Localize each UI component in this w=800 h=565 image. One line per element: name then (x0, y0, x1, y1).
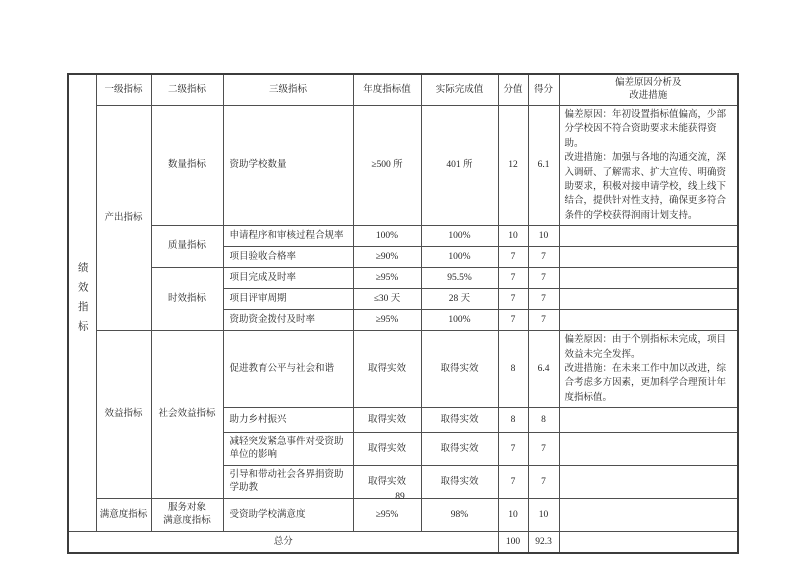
cell-l3: 减轻突发紧急事件对受资助单位的影响 (223, 433, 353, 466)
total-deviation-empty (559, 532, 738, 554)
cell-deviation-empty (559, 247, 738, 268)
cell-annual: 取得实效 (353, 466, 421, 499)
cell-actual: 取得实效 (421, 331, 498, 408)
deviation-reason: 偏差原因：由于个别指标未完成，项目效益未完全发挥。 (564, 335, 727, 360)
level2-service-line1: 服务对象 (167, 503, 206, 514)
cell-actual: 取得实效 (421, 433, 498, 466)
table-row (68, 499, 738, 532)
header-level1: 一级指标 (96, 74, 151, 106)
cell-annual: ≥95% (353, 310, 421, 331)
cell-actual: 95.5% (421, 268, 498, 289)
table-row (68, 226, 738, 247)
group-satisfaction-cell: 满意度指标 (96, 499, 151, 532)
total-row (68, 532, 738, 554)
table-row (68, 106, 738, 226)
cell-score: 8 (498, 331, 528, 408)
cell-deviation (559, 106, 738, 226)
cell-actual: 28 天 (421, 289, 498, 310)
cell-annual: ≥95% (353, 268, 421, 289)
cell-annual: 100% (353, 226, 421, 247)
table-row (68, 331, 738, 408)
cell-got: 7 (528, 310, 559, 331)
cell-score: 12 (498, 106, 528, 226)
side-label: 绩效指标 (76, 261, 88, 340)
cell-annual: 取得实效 (353, 433, 421, 466)
cell-annual: 取得实效 (353, 331, 421, 408)
cell-l3: 申请程序和审核过程合规率 (223, 226, 353, 247)
deviation-measure: 改进措施：加强与各地的沟通交流，深入调研、了解需求、扩大宣传、明确资助要求，积极对接申请学校，线上线下结合，提供针对性支持，确保更多符合条件的学校获得润雨计划支持。 (564, 153, 727, 221)
header-got-score: 得分 (528, 74, 559, 106)
level2-service-line2: 满意度指标 (163, 516, 211, 527)
cell-annual: 取得实效 (353, 408, 421, 433)
cell-got: 10 (528, 226, 559, 247)
cell-deviation-empty (559, 289, 738, 310)
cell-score: 7 (498, 268, 528, 289)
total-score-cell: 100 (498, 532, 528, 554)
cell-got: 6.1 (528, 106, 559, 226)
header-actual-value: 实际完成值 (421, 74, 498, 106)
cell-score: 10 (498, 226, 528, 247)
cell-got: 10 (528, 499, 559, 532)
cell-actual: 取得实效 (421, 408, 498, 433)
cell-score: 7 (498, 310, 528, 331)
total-got-cell: 92.3 (528, 532, 559, 554)
cell-annual: ≥90% (353, 247, 421, 268)
cell-l3: 资助资金拨付及时率 (223, 310, 353, 331)
header-level3: 三级指标 (223, 74, 353, 106)
cell-annual: ≥500 所 (353, 106, 421, 226)
cell-actual: 100% (421, 247, 498, 268)
cell-deviation-empty (559, 310, 738, 331)
cell-got: 7 (528, 247, 559, 268)
header-deviation (559, 74, 738, 106)
header-level2: 二级指标 (151, 74, 223, 106)
cell-annual: ≥95% (353, 499, 421, 532)
cell-actual: 401 所 (421, 106, 498, 226)
header-deviation-line2: 改进措施 (629, 91, 668, 101)
cell-l3: 助力乡村振兴 (223, 408, 353, 433)
cell-actual: 100% (421, 310, 498, 331)
cell-score: 7 (498, 247, 528, 268)
cell-got: 6.4 (528, 331, 559, 408)
header-score: 分值 (498, 74, 528, 106)
level2-timeliness-cell: 时效指标 (151, 268, 223, 331)
cell-deviation-empty (559, 408, 738, 433)
total-label-cell: 总分 (68, 532, 498, 554)
deviation-measure: 改进措施：在未来工作中加以改进，综合考虑多方因素，更加科学合理预计年度指标值。 (564, 364, 727, 403)
cell-actual: 98% (421, 499, 498, 532)
cell-deviation-empty (559, 433, 738, 466)
cell-got: 7 (528, 289, 559, 310)
side-label-cell (68, 74, 96, 532)
cell-actual: 100% (421, 226, 498, 247)
cell-l3: 引导和带动社会各界捐资助学助教 (223, 466, 353, 499)
header-annual-value: 年度指标值 (353, 74, 421, 106)
header-deviation-line1: 偏差原因分析及 (614, 78, 682, 88)
cell-got: 7 (528, 268, 559, 289)
cell-deviation-empty (559, 268, 738, 289)
table-row (68, 268, 738, 289)
cell-deviation (559, 331, 738, 408)
cell-score: 8 (498, 408, 528, 433)
cell-got: 7 (528, 466, 559, 499)
cell-actual: 取得实效 (421, 466, 498, 499)
cell-l3: 资助学校数量 (223, 106, 353, 226)
header-row (68, 74, 738, 106)
cell-score: 10 (498, 499, 528, 532)
deviation-reason: 偏差原因：年初设置指标值偏高，少部分学校因不符合资助要求未能获得资助。 (564, 110, 727, 149)
cell-score: 7 (498, 466, 528, 499)
cell-l3: 项目完成及时率 (223, 268, 353, 289)
cell-got: 7 (528, 433, 559, 466)
level2-quantity-cell: 数量指标 (151, 106, 223, 226)
cell-got: 8 (528, 408, 559, 433)
cell-l3: 受资助学校满意度 (223, 499, 353, 532)
level2-quality-cell: 质量指标 (151, 226, 223, 268)
performance-indicator-table (67, 73, 739, 554)
group-benefit-cell: 效益指标 (96, 331, 151, 499)
cell-score: 7 (498, 289, 528, 310)
cell-l3: 项目验收合格率 (223, 247, 353, 268)
group-output-cell: 产出指标 (96, 106, 151, 331)
cell-annual: ≤30 天 (353, 289, 421, 310)
cell-score: 7 (498, 433, 528, 466)
page-number: 89 (395, 492, 405, 502)
cell-deviation-empty (559, 226, 738, 247)
cell-l3: 项目评审周期 (223, 289, 353, 310)
level2-social-cell: 社会效益指标 (151, 331, 223, 499)
cell-deviation-empty (559, 499, 738, 532)
cell-l3: 促进教育公平与社会和谐 (223, 331, 353, 408)
level2-service-cell (151, 499, 223, 532)
